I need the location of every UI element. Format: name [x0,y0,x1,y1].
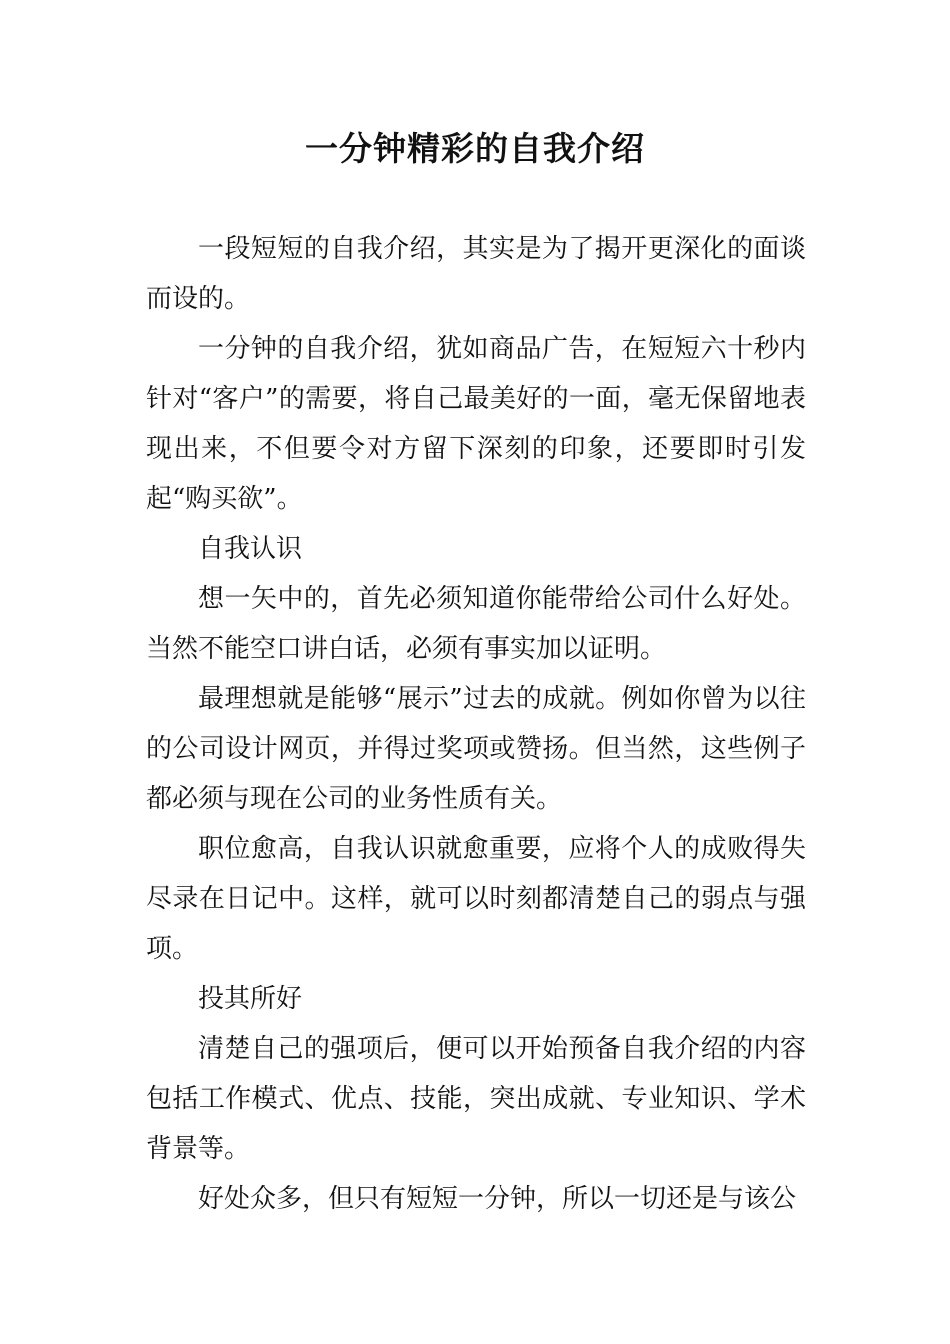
document-title: 一分钟精彩的自我介绍 [305,129,645,168]
paragraph-benefits: 想一矢中的，首先必须知道你能带给公司什么好处。当然不能空口讲白话，必须有事实加以证明。 [146,584,806,664]
paragraph-achievements: 最理想就是能够“展示”过去的成就。例如你曾为以往的公司设计网页，并得过奖项或赞扬。但当然，这些例子都必须与现在公司的业务性质有关。 [146,684,806,814]
paragraph-content-prep: 清楚自己的强项后，便可以开始预备自我介绍的内容包括工作模式、优点、技能，突出成就、专业知识、学术背景等。 [146,1034,806,1164]
section-heading-self-knowledge: 自我认识 [198,534,303,564]
document-body [146,224,806,1224]
paragraph-one-minute: 好处众多，但只有短短一分钟，所以一切还是与该公 [198,1184,797,1214]
paragraph-position: 职位愈高，自我认识就愈重要，应将个人的成败得失尽录在日记中。这样，就可以时刻都清楚自己的弱点与强项。 [146,834,806,964]
paragraph-intro: 一段短短的自我介绍，其实是为了揭开更深化的面谈而设的。 [146,234,806,314]
paragraph-ad-analogy: 一分钟的自我介绍，犹如商品广告，在短短六十秒内针对“客户”的需要，将自己最美好的一面，毫无保留地表现出来，不但要令对方留下深刻的印象，还要即时引发起“购买欲”。 [146,334,806,514]
section-heading-cater: 投其所好 [198,984,303,1014]
